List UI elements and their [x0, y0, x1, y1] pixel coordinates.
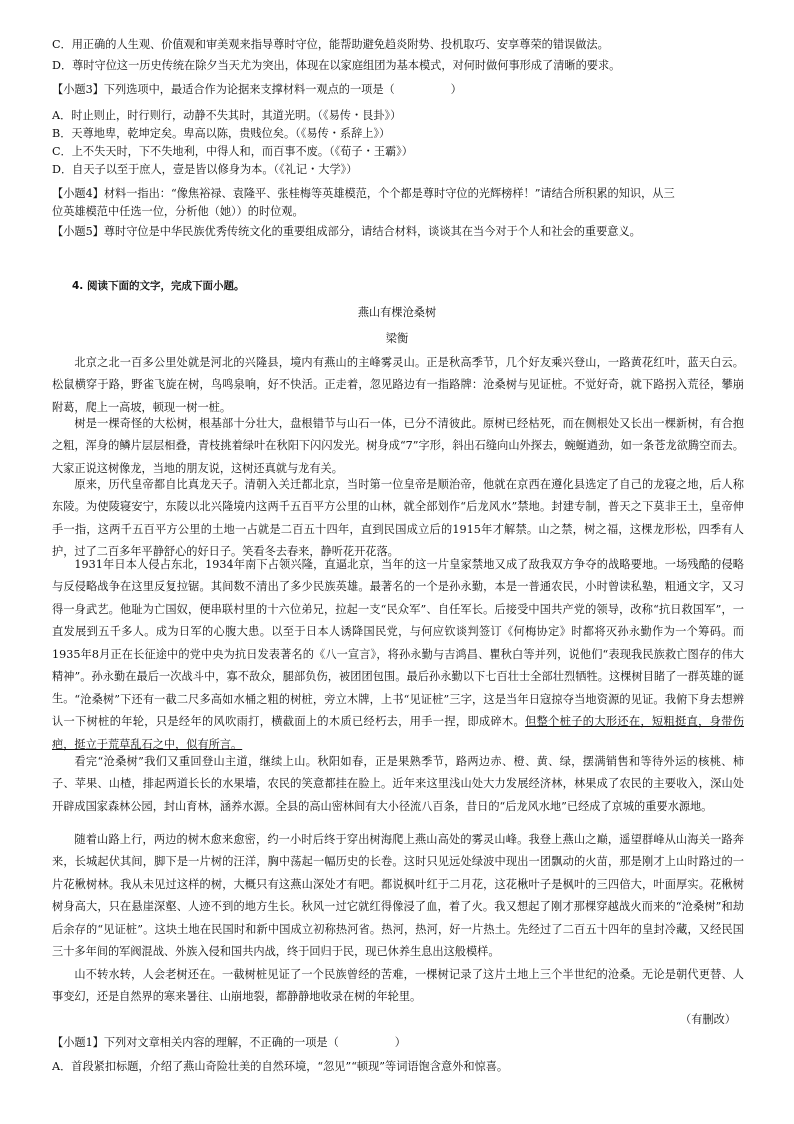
- article-title: 燕山有棵沧桑树: [357, 306, 437, 319]
- section-4-question-1-option-a: A．首段紧扣标题，介绍了燕山奇险壮美的自然环境，“忽见”“顿现”等词语饱含意外和惊喜。: [52, 1060, 509, 1073]
- source-note: （有删改）: [680, 1013, 736, 1026]
- question-4-line-2: 位英雄模范中任选一位，分析他（她））的时位观。: [52, 205, 304, 218]
- article-paragraph-3: 原来，历代皇帝都自比真龙天子。清朝入关迁都北京，当时第一位皇帝是顺治帝，他就在京西在遵化县选定了自己的龙寝之地，后人称东陵。为使陵寝安宁，东陵以北兴隆境内这两千五百平方公里的山林，就全部划作“后龙风水”禁地。封建专制，普天之下莫非王土，皇帝伸手一指，这两千五百平方公里的土地一占就是二百五十四年，直到民国成立后的1915年才解禁。山之禁，树之福，这棵龙形松，四季有人护，过了二百多年平静舒心的好日子。笑看冬去春来，静听花开花落。: [52, 478, 744, 559]
- paragraph-5-text: “沧桑树”下还有一截二尺多高如水桶之粗的树桩，旁立木牌，上书“见证桩”三字，这是当年日寇掠夺当地资源的见证。我俯下身去想辨认一下树桩的年轮，只是经年的风吹雨打，横截面上的木质已经朽去，用手一捏，即成碎木。: [52, 693, 744, 729]
- question-4-line-1: 【小题4】材料一指出：“像焦裕禄、袁隆平、张桂梅等英雄模范，个个都是尊时守位的光辉榜样！”请结合所积累的知识，从三: [52, 187, 675, 200]
- question-3-option-a: A．时止则止，时行则行，动静不失其时，其道光明。（《易传・艮卦》）: [52, 109, 402, 122]
- article-author: 梁衡: [385, 332, 409, 345]
- question-5-stem: 【小题5】尊时守位是中华民族优秀传统文化的重要组成部分，请结合材料，谈谈其在当今对于个人和社会的重要意义。: [52, 225, 641, 238]
- section-4-question-1-stem: 【小题1】下列对文章相关内容的理解，不正确的一项是（ ）: [52, 1036, 406, 1049]
- option-d-line: D．尊时守位这一历史传统在除夕当天尤为突出，体现在以家庭组团为基本模式，对何时做何事形成了清晰的要求。: [52, 59, 621, 72]
- section-4-heading: 4. 阅读下面的文字，完成下面小题。: [72, 280, 245, 292]
- question-3-option-d: D．自天子以至于庶人，壹是皆以修身为本。（《礼记・大学》）: [52, 163, 358, 176]
- article-paragraph-5: [52, 689, 744, 756]
- option-c-line: C．用正确的人生观、价值观和审美观来指导尊时守位，能帮助避免趋炎附势、投机取巧、安享尊荣的错误做法。: [52, 38, 609, 51]
- article-paragraph-2: 树是一棵奇怪的大松树，根基部十分壮大，盘根错节与山石一体，已分不清彼此。原树已经枯死，而在侧根处又长出一棵新树，有合抱之粗，浑身的鳞片层层相叠，青枝挑着绿叶在秋阳下闪闪发光。树身成“7”字形，斜出石缝向山外探去，蜿蜒遒劲，如一条苍龙欲腾空而去。大家正说这树像龙，当地的朋友说，这树还真就与龙有关。: [52, 417, 744, 475]
- article-paragraph-1: 北京之北一百多公里处就是河北的兴隆县，境内有燕山的主峰雾灵山。正是秋高季节，几个好友乘兴登山，一路黄花红叶，蓝天白云。松鼠横穿于路，野雀飞旋在树，鸟鸣泉响，好不快活。正走着，忽见路边有一指路牌：沧桑树与见证桩。不觉好奇，就下路拐入荒径，攀崩附葛，爬上一高坡，顿现一树一桩。: [52, 356, 744, 414]
- underlined-sentence: 但整个桩子的大形还在，短粗挺直，身带伤疤，挺立于荒草乱石之中，似有所言。: [52, 715, 744, 751]
- question-3-option-c: C．上不失天时，下不失地利，中得人和，而百事不废。（《荀子・王霸》）: [52, 145, 413, 158]
- question-3-option-b: B．天尊地卑，乾坤定矣。卑高以陈，贵贱位矣。（《易传・系辞上》）: [52, 127, 391, 140]
- article-paragraph-6: 看完“沧桑树”我们又重回登山主道，继续上山。秋阳如春，正是果熟季节，路两边赤、橙、黄、绿，摆满销售和等待外运的核桃、柿子、苹果、山楂，排起两道长长的水果墙，农民的笑意都挂在脸上。近年来这里浅山处大力发展经济林，林果成了农民的主要收入，深山处开辟成国家森林公园，封山育林，涵养水源。全县的高山密林间有大小径流八百条，昔日的“后龙风水地”已经成了京城的重要水源地。: [52, 755, 744, 813]
- article-paragraph-7: 随着山路上行，两边的树木愈来愈密，约一小时后终于穿出树海爬上燕山高处的雾灵山峰。我登上燕山之巅，遥望群峰从山海关一路奔来，长城起伏其间，脚下是一片树的汪洋，胸中荡起一幅历史的长卷。这时只见远处绿波中现出一团飘动的火苗，那是刚才上山时路过的一片花楸树林。我从未见过这样的树，大概只有这燕山深处才有吧。都说枫叶红于二月花，这花楸叶子是枫叶的三四倍大，叶面厚实。花楸树树身高大，只在悬崖深壑、人迹不到的地方生长。秋风一过它就红得像浸了血，着了火。我又想起了刚才那棵穿越战火而来的“沧桑树”和劫后余存的“见证桩”。这块土地在民国时和新中国成立初称热河省。热河，热河，好一片热土。先经过了二百五十四年的皇封冷藏，又经民国三十多年间的军阀混战、外族入侵和国共内战，终于回归于民，现已休养生息出这般模样。: [52, 833, 744, 959]
- article-paragraph-8: 山不转水转，人会老树还在。一截树桩见证了一个民族曾经的苦难，一棵树记录了这片土地上三个半世纪的沧桑。无论是朝代更替、人事变幻，还是自然界的寒来暑往、山崩地裂，都静静地收录在树的年轮里。: [52, 968, 744, 1004]
- question-3-stem: 【小题3】下列选项中，最适合作为论据来支撑材料一观点的一项是（ ）: [52, 83, 462, 96]
- article-paragraph-4: 1931年日本人侵占东北，1934年南下占领兴隆，直逼北京，当年的这一片皇家禁地又成了敌我双方争夺的战略要地。一场残酷的侵略与反侵略战争在这里反复拉锯。其间数不清出了多少民族英雄。最著名的一个是孙永勤，本是一普通农民，小时曾读私塾，粗通文字，又习得一身武艺。他耻为亡国奴，便串联村里的十六位弟兄，拉起一支“民众军”、自任军长。后接受中国共产党的领导，改称“抗日救国军”，一直发展到五千多人。成为日军的心腹大患。以至于日本人诱降国民党，与何应钦谈判签订《何梅协定》时都将灭孙永勤作为一个筹码。而1935年8月正在长征途中的党中央为抗日发表著名的《八一宣言》，将孙永勤与吉鸿昌、瞿秋白等并列，说他们“表现我民族救亡图存的伟大精神”。孙永勤在最后一次战斗中，寡不敌众，腿部负伤，被团团包围。最后孙永勤以下七百壮士全部壮烈牺牲。这棵树目睹了一群英雄的诞生。: [52, 558, 744, 706]
